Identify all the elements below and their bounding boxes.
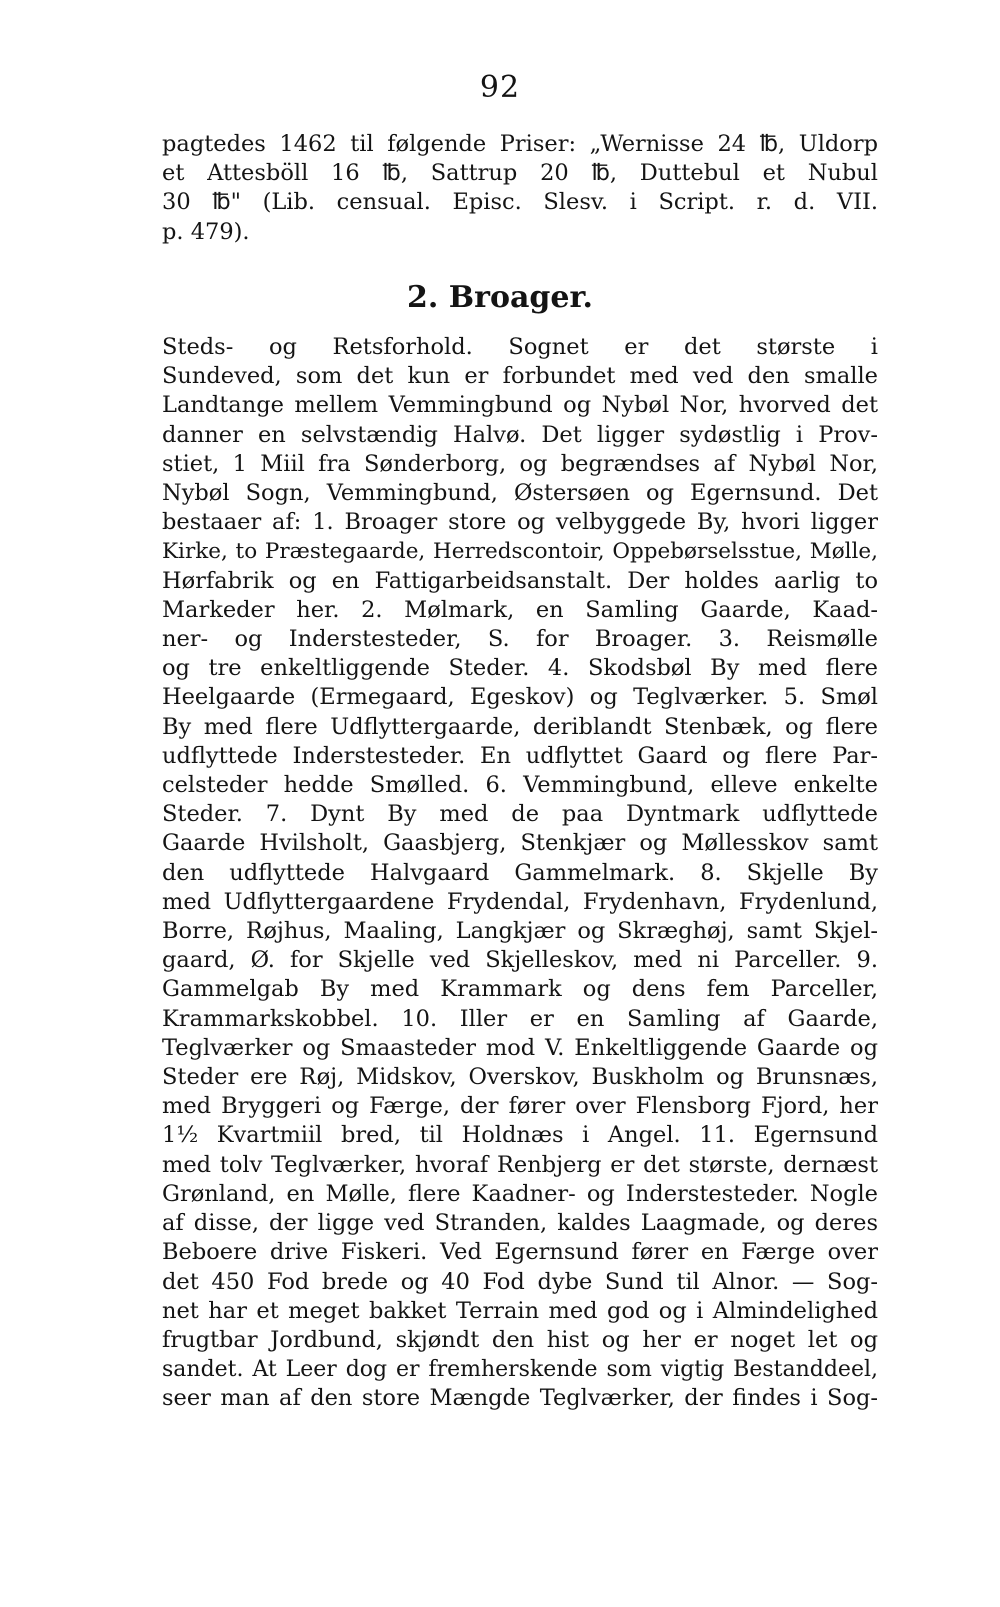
- text-line: det 450 Fod brede og 40 Fod dybe Sund til Alnor. — Sog-: [162, 1268, 878, 1295]
- text-line: Teglværker og Smaasteder mod V. Enkeltliggende Gaarde og: [162, 1034, 878, 1061]
- text-line: pagtedes 1462 til følgende Priser: „Wernisse 24 ℔, Uldorp: [162, 131, 878, 157]
- text-line: af disse, der ligge ved Stranden, kaldes Laagmade, og deres: [162, 1210, 878, 1237]
- body-paragraph: [162, 333, 878, 1414]
- text-line: Krammarkskobbel. 10. Iller er en Samling af Gaarde,: [162, 1005, 878, 1032]
- text-line: Steder. 7. Dynt By med de paa Dyntmark udflyttede: [162, 801, 878, 828]
- text-line: Landtange mellem Vemmingbund og Nybøl Nor, hvorved det: [162, 392, 878, 419]
- text-line: frugtbar Jordbund, skjøndt den hist og her er noget let og: [162, 1326, 878, 1353]
- text-line: Borre, Røjhus, Maaling, Langkjær og Skræghøj, samt Skjel-: [162, 918, 878, 945]
- text-line: By med flere Udflyttergaarde, deriblandt Stenbæk, og flere: [162, 713, 878, 740]
- section-heading: 2. Broager.: [407, 280, 593, 315]
- text-line: sandet. At Leer dog er fremherskende som vigtig Bestanddeel,: [162, 1357, 878, 1383]
- text-line: p. 479).: [162, 218, 250, 245]
- text-line: celsteder hedde Smølled. 6. Vemmingbund, elleve enkelte: [162, 772, 878, 799]
- text-line: ner- og Inderstesteder, S. for Broager. 3. Reismølle: [162, 626, 878, 653]
- text-line: 30 ℔" (Lib. censual. Episc. Slesv. i Script. r. d. VII.: [162, 189, 878, 216]
- text-line: og tre enkeltliggende Steder. 4. Skodsbøl By med flere: [162, 655, 878, 682]
- text-line: udflyttede Inderstesteder. En udflyttet Gaard og flere Par-: [162, 742, 878, 769]
- text-line: stiet, 1 Miil fra Sønderborg, og begrændses af Nybøl Nor,: [162, 450, 878, 477]
- text-line: Grønland, en Mølle, flere Kaadner- og Inderstesteder. Nogle: [162, 1180, 878, 1207]
- text-line: Steds- og Retsforhold. Sognet er det største i: [162, 334, 878, 360]
- text-line: Sundeved, som det kun er forbundet med ved den smalle: [162, 363, 878, 390]
- text-line: Kirke, to Præstegaarde, Herredscontoir, Oppebørselsstue, Mølle,: [162, 539, 878, 565]
- text-line: Beboere drive Fiskeri. Ved Egernsund fører en Færge over: [162, 1239, 878, 1266]
- text-line: med Udflyttergaardene Frydendal, Frydenhavn, Frydenlund,: [162, 888, 878, 915]
- page-number: 92: [479, 70, 521, 105]
- intro-paragraph: [162, 130, 878, 247]
- text-line: 1½ Kvartmiil bred, til Holdnæs i Angel. 11. Egernsund: [162, 1122, 878, 1149]
- text-line: Markeder her. 2. Mølmark, en Samling Gaarde, Kaad-: [162, 596, 878, 623]
- text-line: danner en selvstændig Halvø. Det ligger sydøstlig i Prov-: [162, 421, 878, 448]
- text-line: med Bryggeri og Færge, der fører over Flensborg Fjord, her: [162, 1093, 878, 1120]
- text-line: Heelgaarde (Ermegaard, Egeskov) og Teglværker. 5. Smøl: [162, 684, 878, 711]
- text-line: net har et meget bakket Terrain med god og i Almindelighed: [162, 1297, 878, 1324]
- text-line: Gammelgab By med Krammark og dens fem Parceller,: [162, 976, 878, 1003]
- text-line: den udflyttede Halvgaard Gammelmark. 8. Skjelle By: [162, 859, 878, 886]
- text-line: Gaarde Hvilsholt, Gaasbjerg, Stenkjær og Møllesskov samt: [162, 830, 878, 857]
- text-line: med tolv Teglværker, hvoraf Renbjerg er det største, dernæst: [162, 1151, 878, 1178]
- text-line: Steder ere Røj, Midskov, Overskov, Buskholm og Brunsnæs,: [162, 1064, 878, 1091]
- text-line: gaard, Ø. for Skjelle ved Skjelleskov, med ni Parceller. 9.: [162, 947, 878, 974]
- text-line: Hørfabrik og en Fattigarbeidsanstalt. Der holdes aarlig to: [162, 567, 878, 594]
- text-line: et Attesböll 16 ℔, Sattrup 20 ℔, Duttebul et Nubul: [162, 160, 878, 187]
- text-line: seer man af den store Mængde Teglværker, der findes i Sog-: [162, 1385, 878, 1412]
- text-line: Nybøl Sogn, Vemmingbund, Østersøen og Egernsund. Det: [162, 480, 878, 507]
- text-line: bestaaer af: 1. Broager store og velbyggede By, hvori ligger: [162, 509, 878, 536]
